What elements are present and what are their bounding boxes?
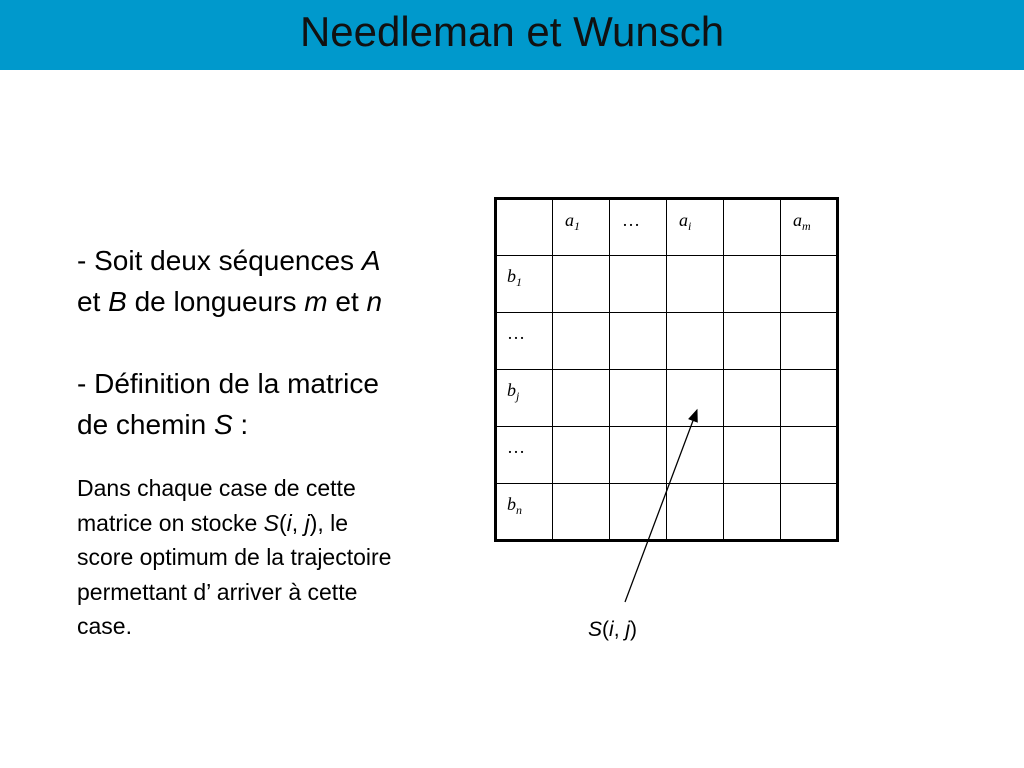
- var-a: A: [361, 245, 381, 276]
- definition-text: :: [232, 409, 249, 440]
- var-j: j: [304, 509, 310, 536]
- var-s: S: [263, 509, 279, 536]
- slide-title: Needleman et Wunsch: [299, 8, 725, 55]
- header-subscript: n: [516, 503, 522, 517]
- pointer-label: [588, 618, 637, 642]
- header-base: a: [793, 210, 802, 230]
- comma: ,: [291, 509, 305, 536]
- intro-text: et: [327, 286, 367, 317]
- header-base: …: [622, 210, 640, 230]
- header-subscript: 1: [516, 275, 522, 289]
- header-base: b: [507, 266, 516, 286]
- paren: ): [630, 618, 638, 641]
- var-i: i: [609, 618, 614, 641]
- header-subscript: 1: [574, 219, 580, 233]
- intro-text: - Soit deux séquences: [77, 245, 362, 276]
- definition-text: - Définition de la matrice: [77, 368, 379, 399]
- var-s: S: [588, 618, 603, 641]
- var-m: m: [304, 286, 328, 317]
- definition-text: de chemin: [77, 409, 214, 440]
- header-base: a: [679, 210, 688, 230]
- comma: ,: [613, 618, 626, 641]
- description-text: Dans chaque case de cette: [77, 475, 356, 501]
- intro-text: et: [77, 286, 109, 317]
- description-text: matrice on stocke: [77, 509, 264, 536]
- var-b: B: [108, 286, 127, 317]
- description-text: , le: [317, 509, 349, 536]
- header-base: a: [565, 210, 574, 230]
- paren: (: [602, 618, 610, 641]
- header-base: …: [507, 323, 525, 343]
- header-subscript: m: [802, 219, 811, 233]
- var-i: i: [286, 509, 292, 536]
- description-text: score optimum de la trajectoire: [77, 544, 392, 570]
- description-text: permettant d’ arriver à cette: [77, 578, 358, 605]
- var-n: n: [366, 286, 383, 317]
- intro-text: de longueurs: [126, 286, 305, 317]
- description-text: case.: [77, 613, 132, 639]
- paren: (: [278, 509, 287, 536]
- header-base: b: [507, 494, 516, 514]
- header-base: …: [507, 437, 525, 457]
- arrow-line: [625, 410, 697, 602]
- header-base: b: [507, 380, 516, 400]
- var-j: j: [625, 618, 631, 641]
- paren: ): [309, 509, 318, 536]
- var-s: S: [213, 409, 233, 440]
- header-subscript: j: [516, 389, 520, 403]
- header-subscript: i: [688, 219, 692, 233]
